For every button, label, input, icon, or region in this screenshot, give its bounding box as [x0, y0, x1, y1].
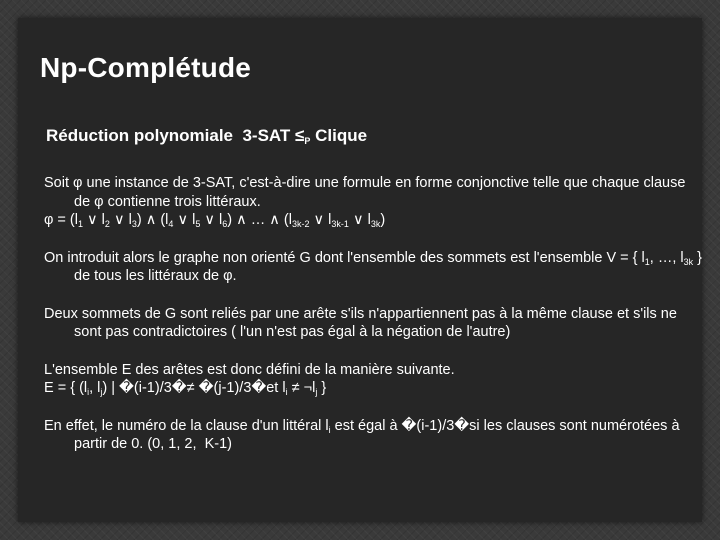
slide-subtitle — [46, 126, 367, 146]
slide-title: Np-Complétude — [40, 52, 252, 83]
formula-phi: $\varphi = (l_1$ ∨ $l_2$ ∨ $l_3$) ∧ ($l_4$ ∨ $l_5$ ∨ $l_6$) ∧ … ∧ ($l_{3k-2}$ ∨ $l_{3k-1}$ ∨ $l_{3k}$) — [44, 212, 386, 229]
paragraph-graph: On introduit alors le graphe non orienté G dont l'ensemble des sommets est l'ensemble V = { $l_1$, …, $l_{3k}$ } de tous les littéraux de φ. — [44, 249, 703, 284]
paragraph-instance: Soit φ une instance de 3-SAT, c'est-à-dire une formule en forme conjonctive telle que chaque clause de φ contienne trois littéraux. — [44, 175, 686, 210]
slide-body — [44, 174, 704, 454]
paragraph-edges-def: L'ensemble E des arêtes est donc défini de la manière suivante. — [44, 361, 455, 378]
formula-edges: E = { ($l_i$, $l_j$) | �(i-1)/3�≠ �(j-1)/3�et $l_i$ ≠ $\neg l_j$ } — [44, 380, 327, 397]
paragraph-clause-number: En effet, le numéro de la clause d'un littéral $l_i$ est égal à �(i-1)/3�si les clauses sont numérotées à partir de 0. (0, 1, 2, K-1) — [44, 417, 680, 452]
subtitle-rich: Réduction polynomiale $3-SAT \le_P$ Clique — [46, 126, 368, 146]
paragraph-edges-rule: Deux sommets de G sont reliés par une arête s'ils n'appartiennent pas à la même clause et s'ils ne sont pas contradictoires ( l'un n'est pas égal à la négation de l'autre) — [44, 305, 677, 340]
